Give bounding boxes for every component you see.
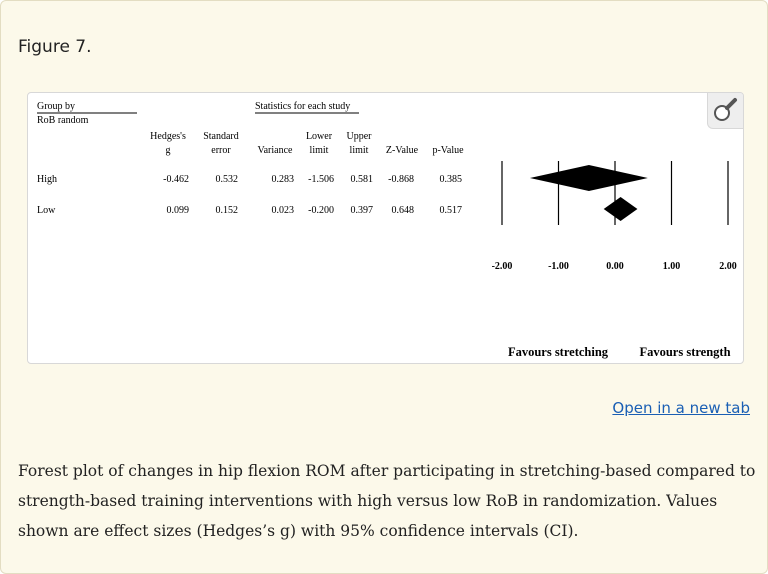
forest-plot-svg — [28, 93, 744, 364]
column-header: limit — [309, 145, 329, 156]
column-header: Standard — [203, 131, 239, 142]
forest-plot-figure — [27, 92, 744, 364]
column-header: error — [211, 145, 231, 156]
column-header: Z-Value — [385, 145, 419, 156]
stats-header: Statistics for each study — [255, 101, 351, 112]
favours-strength-label: Favours strength — [639, 345, 731, 359]
table-cell: -0.868 — [388, 174, 414, 185]
column-header: Upper — [346, 131, 372, 142]
x-tick-label: 1.00 — [662, 261, 681, 272]
table-cell: -1.506 — [308, 174, 334, 185]
table-cell: 0.581 — [350, 174, 373, 185]
magnifier-icon — [708, 93, 744, 129]
figure-caption: Forest plot of changes in hip flexion ROM after participating in stretching-based compared to strength-based training interventions with high versus low RoB in randomization. Values shown are effect sizes (Hedges’s g) with 95% confidence intervals (CI). — [18, 462, 756, 540]
column-header: limit — [349, 145, 369, 156]
column-header: g — [165, 145, 171, 156]
table-cell: 0.152 — [215, 205, 238, 216]
table-cell: 0.283 — [271, 174, 294, 185]
table-cell: 0.648 — [391, 205, 414, 216]
table-cell: 0.385 — [439, 174, 462, 185]
group-header-line1: Group by — [37, 101, 76, 112]
table-cell: -0.200 — [308, 205, 334, 216]
effect-diamond-low — [604, 197, 638, 221]
row-group-label: High — [37, 174, 57, 185]
table-cell: 0.099 — [166, 205, 189, 216]
table-cell: 0.397 — [350, 205, 373, 216]
favours-stretching-label: Favours stretching — [507, 345, 609, 359]
figure-label: Figure 7. — [18, 37, 92, 57]
row-group-label: Low — [37, 205, 56, 216]
x-tick-label: -2.00 — [491, 261, 513, 272]
x-tick-label: 0.00 — [606, 261, 624, 272]
table-cell: 0.517 — [439, 205, 462, 216]
effect-diamond-high — [530, 165, 648, 191]
x-tick-label: 2.00 — [719, 261, 737, 272]
column-header: Lower — [305, 131, 333, 142]
table-cell: 0.532 — [215, 174, 238, 185]
x-tick-label: -1.00 — [548, 261, 569, 272]
group-header-line2: RoB random — [37, 115, 89, 126]
column-header: p-Value — [432, 145, 464, 156]
zoom-button[interactable] — [707, 93, 743, 129]
table-cell: -0.462 — [163, 174, 189, 185]
open-in-new-tab-link[interactable]: Open in a new tab — [612, 399, 750, 417]
column-header: Hedges's — [150, 131, 186, 142]
table-cell: 0.023 — [271, 205, 294, 216]
column-header: Variance — [257, 145, 293, 156]
